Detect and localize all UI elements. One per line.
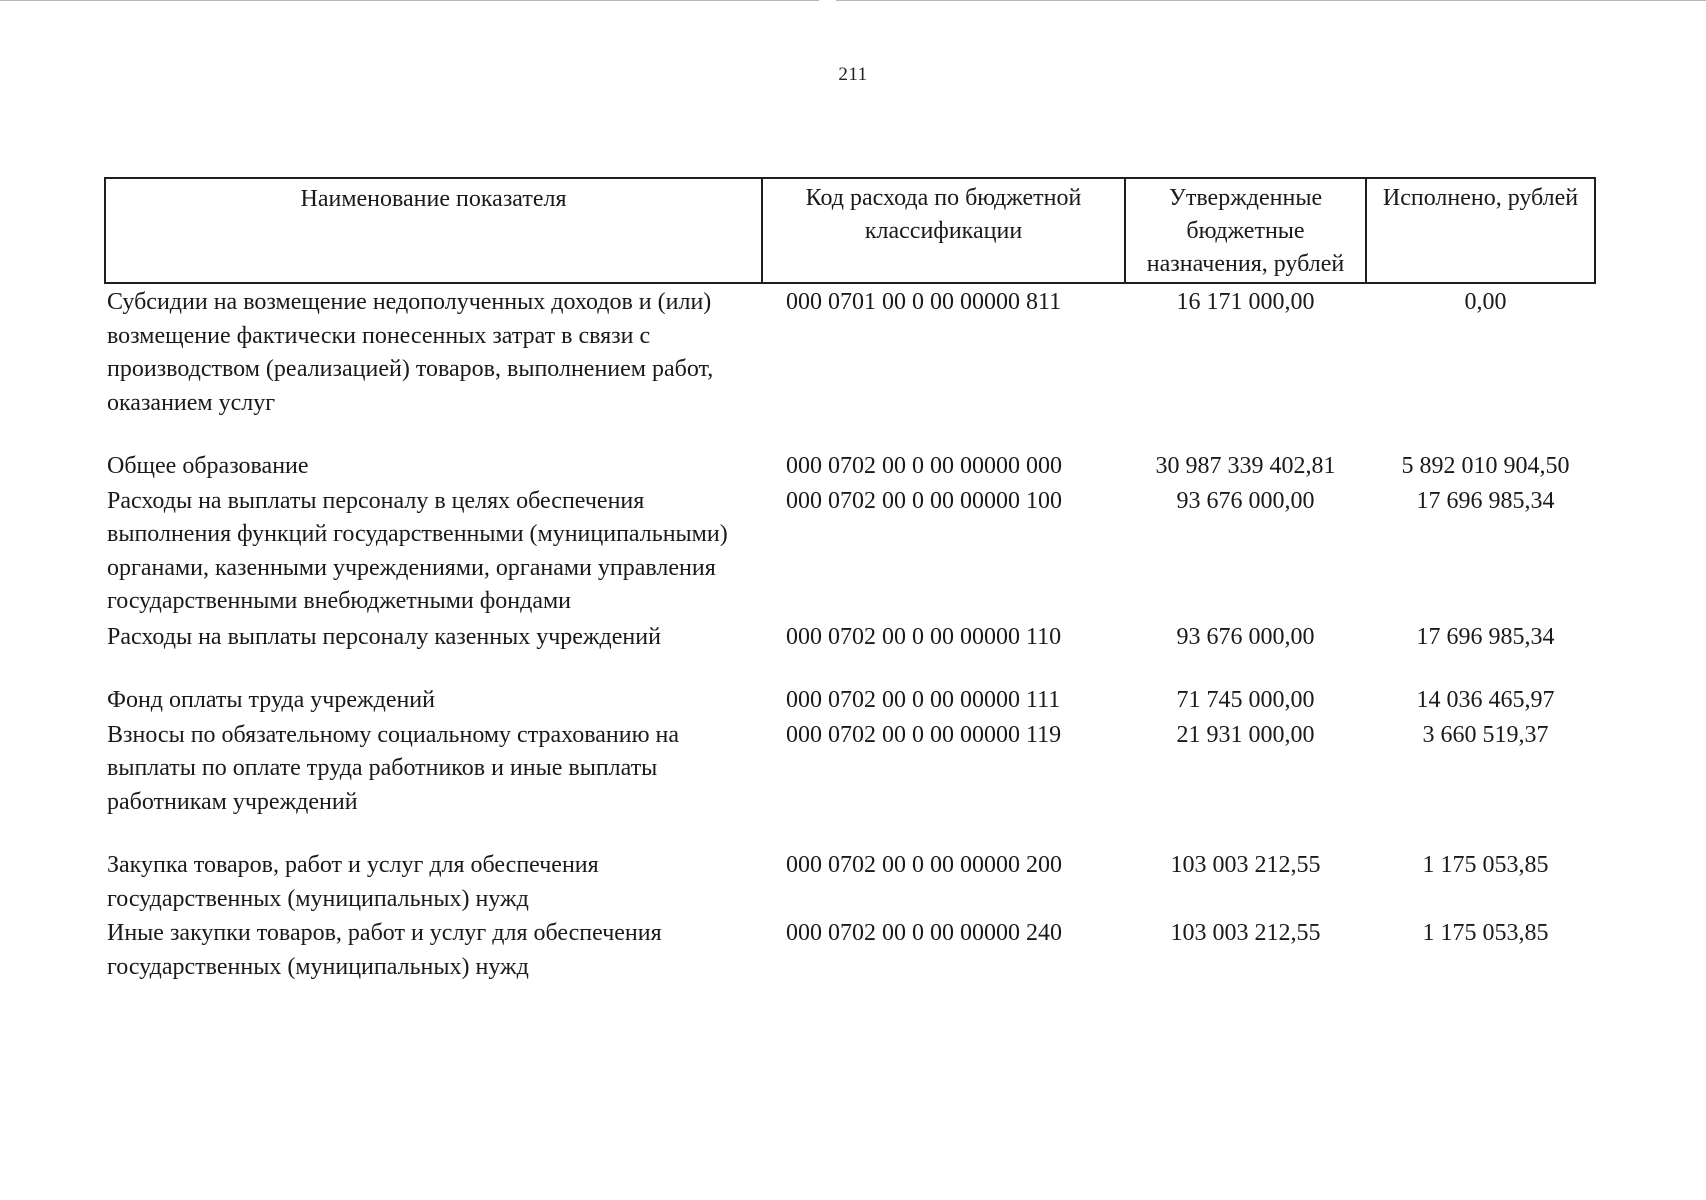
table-row xyxy=(105,849,1595,917)
row-approved-amount: 71 745 000,00 xyxy=(1176,687,1315,713)
row-indicator-name: Фонд оплаты труда учреждений xyxy=(107,687,435,713)
row-indicator-name: Расходы на выплаты персоналу в целях обеспечения выполнения функций государственными (муниципальными) органами, казенными учреждениями, органами управления государственными внебюджетными фондами xyxy=(107,487,728,614)
row-expense-code: 000 0702 00 0 00 00000 100 xyxy=(786,487,1062,514)
header-approved-amount: Утвержденные бюджетные назначения, рублей xyxy=(1125,178,1366,283)
row-expense-code: 000 0701 00 0 00 00000 811 xyxy=(786,289,1062,315)
row-executed-amount: 1 175 053,85 xyxy=(1422,920,1549,946)
budget-execution-table xyxy=(104,177,1596,984)
table-row xyxy=(105,719,1595,850)
row-expense-code: 000 0702 00 0 00 00000 119 xyxy=(786,721,1062,748)
row-executed-amount: 3 660 519,37 xyxy=(1422,721,1549,748)
row-executed-amount: 0,00 xyxy=(1464,289,1507,315)
row-approved-amount: 30 987 339 402,81 xyxy=(1155,453,1336,479)
row-expense-code: 000 0702 00 0 00 00000 000 xyxy=(786,453,1062,479)
row-executed-amount: 17 696 985,34 xyxy=(1416,487,1555,514)
row-approved-amount: 93 676 000,00 xyxy=(1176,487,1315,514)
row-approved-amount: 93 676 000,00 xyxy=(1176,623,1315,650)
header-indicator-name: Наименование показателя xyxy=(105,178,762,283)
row-executed-amount: 1 175 053,85 xyxy=(1422,852,1549,878)
table-row xyxy=(105,621,1595,685)
row-approved-amount: 103 003 212,55 xyxy=(1170,920,1321,946)
table-body xyxy=(105,283,1595,984)
table-row xyxy=(105,283,1595,450)
row-approved-amount: 16 171 000,00 xyxy=(1176,289,1315,315)
row-indicator-name: Закупка товаров, работ и услуг для обеспечения государственных (муниципальных) нужд xyxy=(107,852,599,912)
table-row xyxy=(105,485,1595,621)
table-row xyxy=(105,684,1595,719)
row-approved-amount: 21 931 000,00 xyxy=(1176,721,1315,748)
row-expense-code: 000 0702 00 0 00 00000 110 xyxy=(786,623,1062,650)
row-executed-amount: 17 696 985,34 xyxy=(1416,623,1555,650)
row-indicator-name: Расходы на выплаты персоналу казенных учреждений xyxy=(107,623,661,650)
table-row xyxy=(105,917,1595,984)
scan-top-edge-line xyxy=(0,0,1706,1)
row-expense-code: 000 0702 00 0 00 00000 111 xyxy=(786,687,1061,713)
row-executed-amount: 14 036 465,97 xyxy=(1416,687,1555,713)
page-number: 211 xyxy=(838,64,868,85)
header-executed-amount: Исполнено, рублей xyxy=(1366,178,1595,283)
row-executed-amount: 5 892 010 904,50 xyxy=(1401,453,1570,479)
row-indicator-name: Субсидии на возмещение недополученных доходов и (или) возмещение фактически понесенных затрат в связи с производством (реализацией) товаров, выполнением работ, оказанием услуг xyxy=(107,289,714,416)
row-indicator-name: Общее образование xyxy=(107,453,309,479)
row-indicator-name: Взносы по обязательному социальному страхованию на выплаты по оплате труда работников и иные выплаты работникам учреждений xyxy=(107,721,680,815)
row-expense-code: 000 0702 00 0 00 00000 240 xyxy=(786,920,1062,946)
row-indicator-name: Иные закупки товаров, работ и услуг для обеспечения государственных (муниципальных) нужд xyxy=(107,920,662,980)
table-header xyxy=(105,178,1595,283)
row-approved-amount: 103 003 212,55 xyxy=(1170,852,1321,878)
row-expense-code: 000 0702 00 0 00 00000 200 xyxy=(786,852,1062,878)
table-row xyxy=(105,450,1595,485)
table-header-row xyxy=(105,178,1595,283)
header-expense-code: Код расхода по бюджетной классификации xyxy=(762,178,1125,283)
